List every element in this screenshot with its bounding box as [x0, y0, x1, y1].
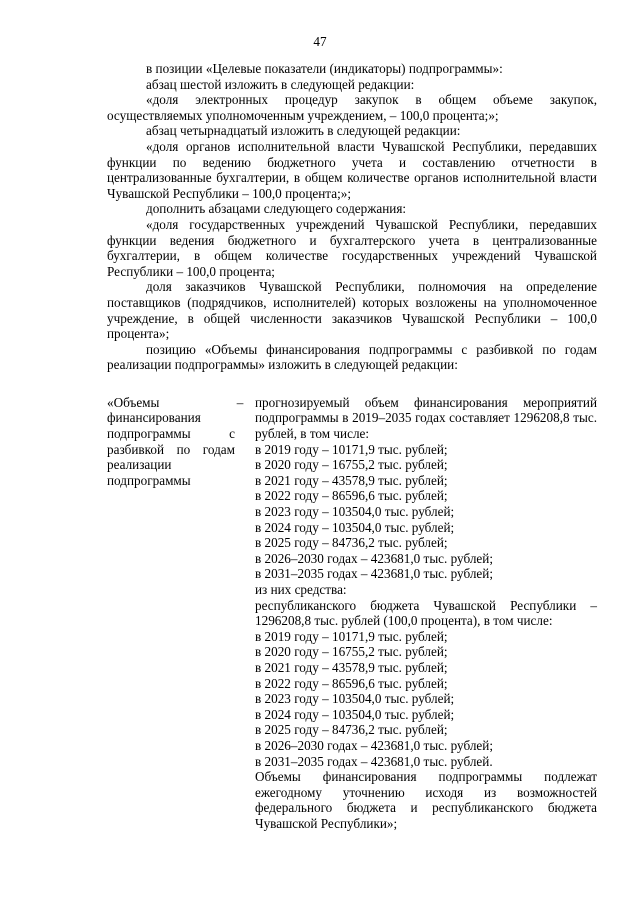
paragraph: «доля государственных учреждений Чувашской Республики, передавших функции ведения бюджетного и бухгалтерского учета в централизованные бухгалтерии, в общем количестве государственных учреждений Чувашской Республики – 100,0 процента; [107, 216, 597, 279]
year-line: в 2023 году – 103504,0 тыс. рублей; [255, 504, 455, 520]
page-number: 47 [313, 34, 327, 49]
year-line: в 2019 году – 10171,9 тыс. рублей; [255, 628, 448, 644]
paragraph: позицию «Объемы финансирования подпрограммы с разбивкой по годам реализации подпрограммы» изложить в следующей редакции: [107, 341, 597, 373]
year-line: в 2021 году – 43578,9 тыс. рублей; [255, 472, 448, 488]
year-line: в 2026–2030 годах – 423681,0 тыс. рублей; [255, 737, 493, 753]
year-line: в 2021 году – 43578,9 тыс. рублей; [255, 659, 448, 675]
table-dash: – [236, 394, 244, 410]
year-line: в 2024 году – 103504,0 тыс. рублей; [255, 519, 455, 535]
republic-budget-intro: республиканского бюджета Чувашской Республики – 1296208,8 тыс. рублей (100,0 процента), в том числе: [255, 597, 597, 629]
paragraph: в позиции «Целевые показатели (индикаторы) подпрограммы»: [146, 61, 503, 76]
year-line: в 2019 году – 10171,9 тыс. рублей; [255, 441, 448, 457]
year-line: в 2031–2035 годах – 423681,0 тыс. рублей; [255, 566, 493, 582]
paragraph: абзац шестой изложить в следующей редакции: [146, 76, 415, 92]
table-right-cell [255, 395, 597, 832]
paragraph: «доля органов исполнительной власти Чувашской Республики, передавших функции по ведению бюджетного учета и составлению отчетности в централизованные бухгалтерии, в общем количестве органов исполнительной власти Чувашской Республики – 100,0 процента;»; [107, 138, 597, 201]
year-line: в 2024 году – 103504,0 тыс. рублей; [255, 706, 455, 722]
paragraph: доля заказчиков Чувашской Республики, полномочия на определение поставщиков (подрядчиков, исполнителей) которых возложены на уполномоченное учреждение, в общей численности заказчиков Чувашской Республики – 100,0 процента»; [107, 279, 597, 342]
year-line: в 2022 году – 86596,6 тыс. рублей; [255, 675, 448, 691]
year-line: в 2020 году – 16755,2 тыс. рублей; [255, 457, 448, 473]
sources-label: из них средства: [255, 582, 347, 597]
year-line: в 2023 году – 103504,0 тыс. рублей; [255, 691, 455, 707]
closing-paragraph: Объемы финансирования подпрограммы подлежат ежегодному уточнению исходя из возможностей федерального бюджета и республиканского бюджета Чувашской Республики»; [255, 769, 597, 831]
financing-table [107, 395, 597, 832]
year-line: в 2031–2035 годах – 423681,0 тыс. рублей. [255, 753, 493, 769]
year-line: в 2025 году – 84736,2 тыс. рублей; [255, 722, 448, 738]
paragraph: абзац четырнадцатый изложить в следующей редакции: [146, 123, 461, 139]
table-left-cell: «Объемы финансирования подпрограммы с разбивкой по годам реализации подпрограммы [107, 394, 235, 488]
paragraph: дополнить абзацами следующего содержания: [146, 201, 407, 217]
document-body [107, 61, 597, 832]
year-line: в 2020 году – 16755,2 тыс. рублей; [255, 644, 448, 660]
year-line: в 2025 году – 84736,2 тыс. рублей; [255, 535, 448, 551]
year-line: в 2022 году – 86596,6 тыс. рублей; [255, 488, 448, 504]
paragraph: «доля электронных процедур закупок в общем объеме закупок, осуществляемых уполномоченным учреждением, – 100,0 процента;»; [107, 92, 597, 123]
year-line: в 2026–2030 годах – 423681,0 тыс. рублей; [255, 550, 493, 566]
financing-intro: прогнозируемый объем финансирования мероприятий подпрограммы в 2019–2035 годах составляет 1296208,8 тыс. рублей, в том числе: [255, 394, 597, 442]
